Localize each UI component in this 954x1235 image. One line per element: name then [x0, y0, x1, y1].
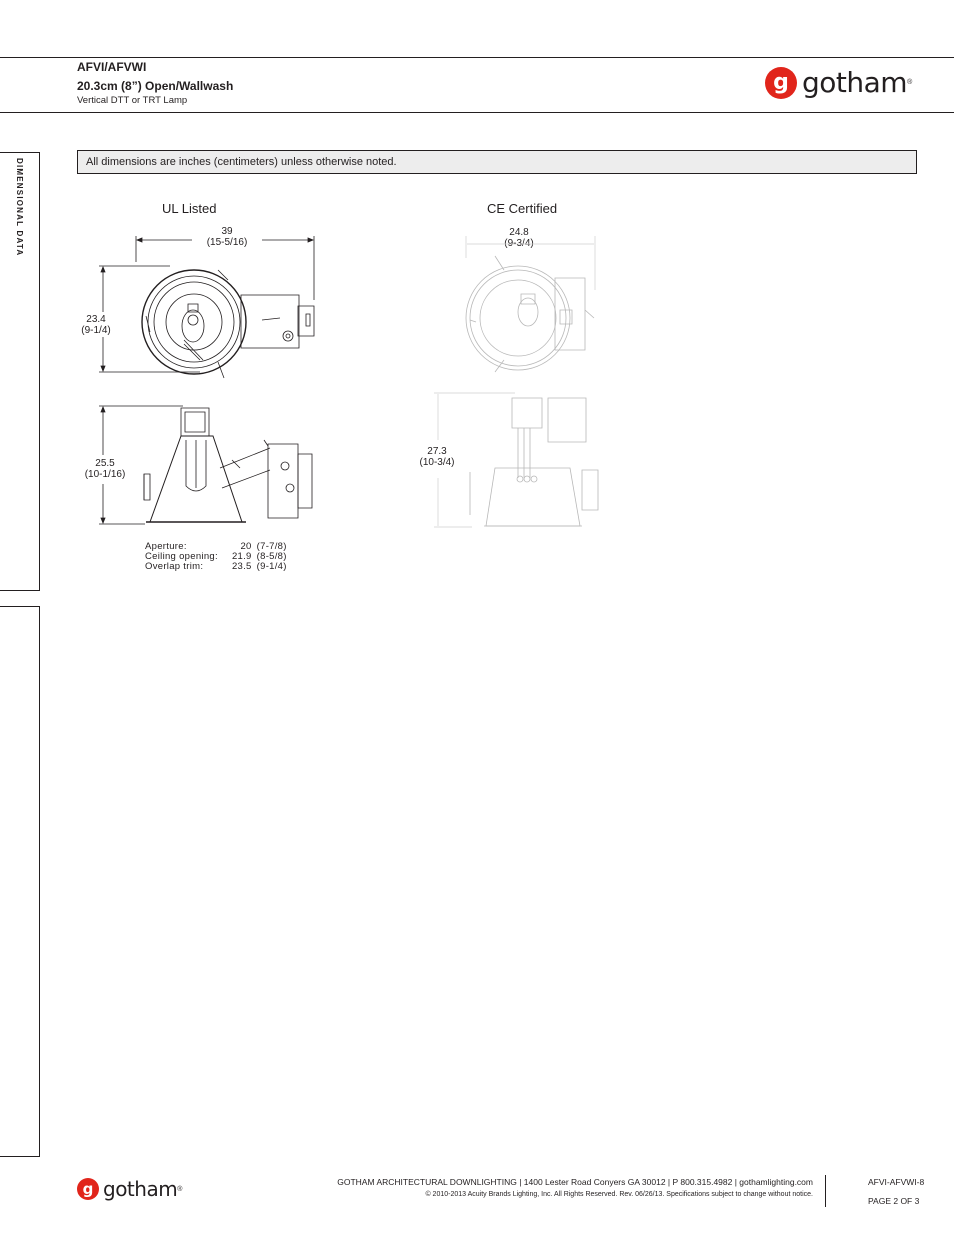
- gotham-logo-icon: g: [77, 1178, 99, 1200]
- spec-row-ceiling-opening: Ceiling opening: 21.9 (8-5/8): [145, 551, 287, 562]
- ul-top-height-value: 23.4: [86, 314, 106, 325]
- spec-row-aperture: Aperture: 20 (7-7/8): [145, 541, 287, 552]
- ce-side-height-frac: (10-3/4): [419, 457, 455, 468]
- footer-page-number: PAGE 2 OF 3: [868, 1196, 920, 1206]
- ce-certified-title: CE Certified: [487, 201, 558, 216]
- gotham-logo-icon: g: [765, 67, 797, 99]
- product-subtitle: Vertical DTT or TRT Lamp: [77, 95, 188, 106]
- ce-top-width-frac: (9-3/4): [504, 238, 534, 249]
- ul-side-height-value: 25.5: [95, 458, 115, 469]
- brand-name: gotham: [802, 66, 908, 99]
- ce-top-width-value: 24.8: [509, 227, 529, 238]
- footer-copyright: © 2010-2013 Acuity Brands Lighting, Inc. All Rights Reserved. Rev. 06/26/13. Specifications subject to change without notice.: [425, 1191, 813, 1198]
- ce-side-height-value: 27.3: [427, 446, 447, 457]
- brand-logo-footer: [77, 1177, 182, 1201]
- brand-name: gotham: [103, 1177, 178, 1201]
- ul-top-width-value: 39: [221, 226, 233, 237]
- units-note: All dimensions are inches (centimeters) unless otherwise noted.: [77, 150, 917, 174]
- product-model: AFVI/AFVWI: [77, 60, 147, 74]
- product-title: 20.3cm (8”) Open/Wallwash: [77, 79, 234, 93]
- registered-mark: ®: [907, 79, 913, 86]
- spec-row-overlap-trim: Overlap trim: 23.5 (9-1/4): [145, 561, 287, 572]
- ul-top-width-frac: (15-5/16): [206, 237, 248, 248]
- registered-mark: ®: [177, 1185, 183, 1193]
- footer-doc-code: AFVI-AFVWI-8: [868, 1177, 925, 1187]
- footer-address: GOTHAM ARCHITECTURAL DOWNLIGHTING | 1400 Lester Road Conyers GA 30012 | P 800.315.4982 | gothamlighting.com: [337, 1177, 813, 1187]
- side-tab-label: DIMENSIONAL DATA: [15, 158, 24, 257]
- ul-top-height-frac: (9-1/4): [81, 325, 111, 336]
- ul-listed-title: UL Listed: [162, 201, 217, 216]
- footer-divider: [825, 1175, 826, 1207]
- ul-side-height-frac: (10-1/16): [84, 469, 126, 480]
